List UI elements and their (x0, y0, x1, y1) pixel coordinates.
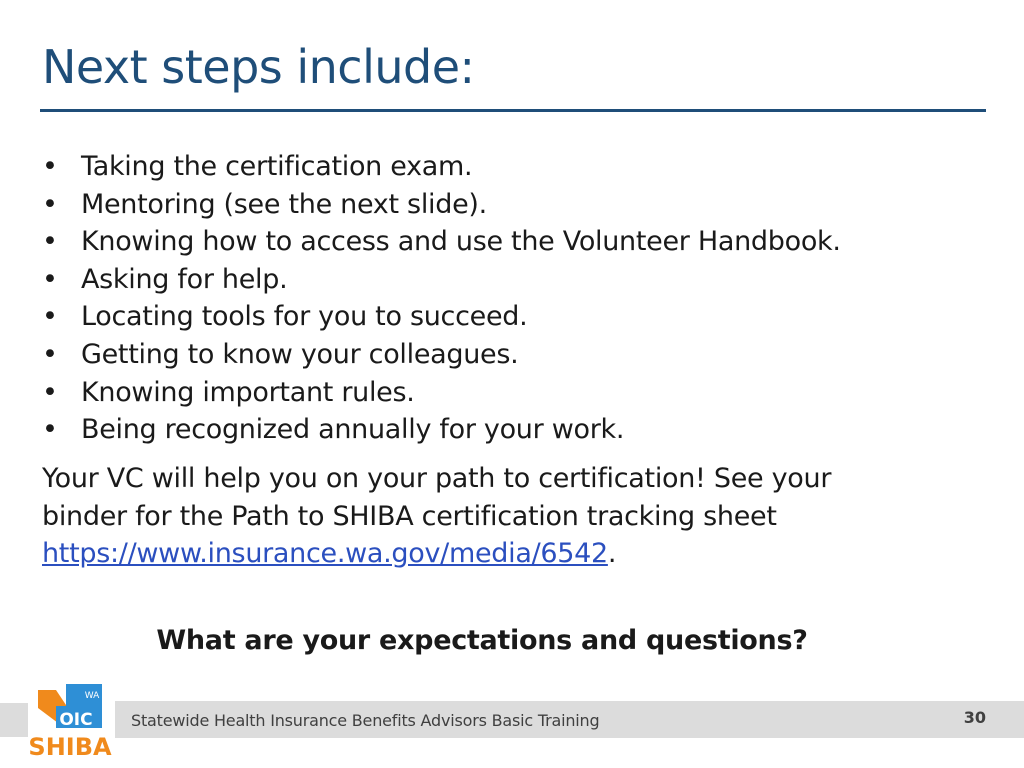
page-number: 30 (963, 708, 986, 727)
list-item: • Locating tools for you to succeed. (42, 298, 841, 336)
list-item: • Getting to know your colleagues. (42, 336, 841, 374)
paragraph-line: Your VC will help you on your path to certification! See your (42, 463, 832, 494)
link-suffix: . (607, 538, 617, 570)
footer-bar (115, 701, 1024, 738)
list-item: • Being recognized annually for your work. (42, 411, 841, 449)
slide-title: Next steps include: (42, 40, 475, 94)
bullet-icon: • (42, 226, 58, 258)
list-item: • Asking for help. (42, 261, 841, 299)
certification-paragraph (42, 460, 942, 573)
bullet-icon: • (42, 151, 58, 182)
list-item: • Taking the certification exam. (42, 148, 841, 186)
bullet-icon: • (42, 263, 58, 295)
bullet-list (42, 148, 841, 449)
list-item: • Knowing important rules. (42, 374, 841, 412)
certification-tracking-link[interactable]: https://www.insurance.wa.gov/media/6542 (42, 538, 608, 570)
logo-shiba-text: SHIBA (28, 733, 112, 761)
bullet-icon: • (42, 301, 58, 333)
title-divider (40, 109, 986, 112)
bullet-icon: • (42, 188, 58, 220)
closing-question: What are your expectations and questions? (156, 625, 808, 656)
bullet-icon: • (42, 414, 58, 446)
footer-text: Statewide Health Insurance Benefits Advisors Basic Training (131, 711, 600, 730)
oic-shiba-logo (28, 684, 112, 761)
list-item: • Knowing how to access and use the Volunteer Handbook. (42, 223, 841, 261)
list-item: • Mentoring (see the next slide). (42, 186, 841, 224)
logo-wa-text: WA (84, 691, 100, 701)
bullet-icon: • (42, 338, 58, 370)
paragraph-line: binder for the Path to SHIBA certification tracking sheet (42, 500, 777, 532)
footer-left-accent (0, 703, 28, 737)
logo-oic-text: OIC (59, 710, 93, 730)
logo-graphic-icon (28, 684, 112, 761)
bullet-icon: • (42, 376, 58, 408)
